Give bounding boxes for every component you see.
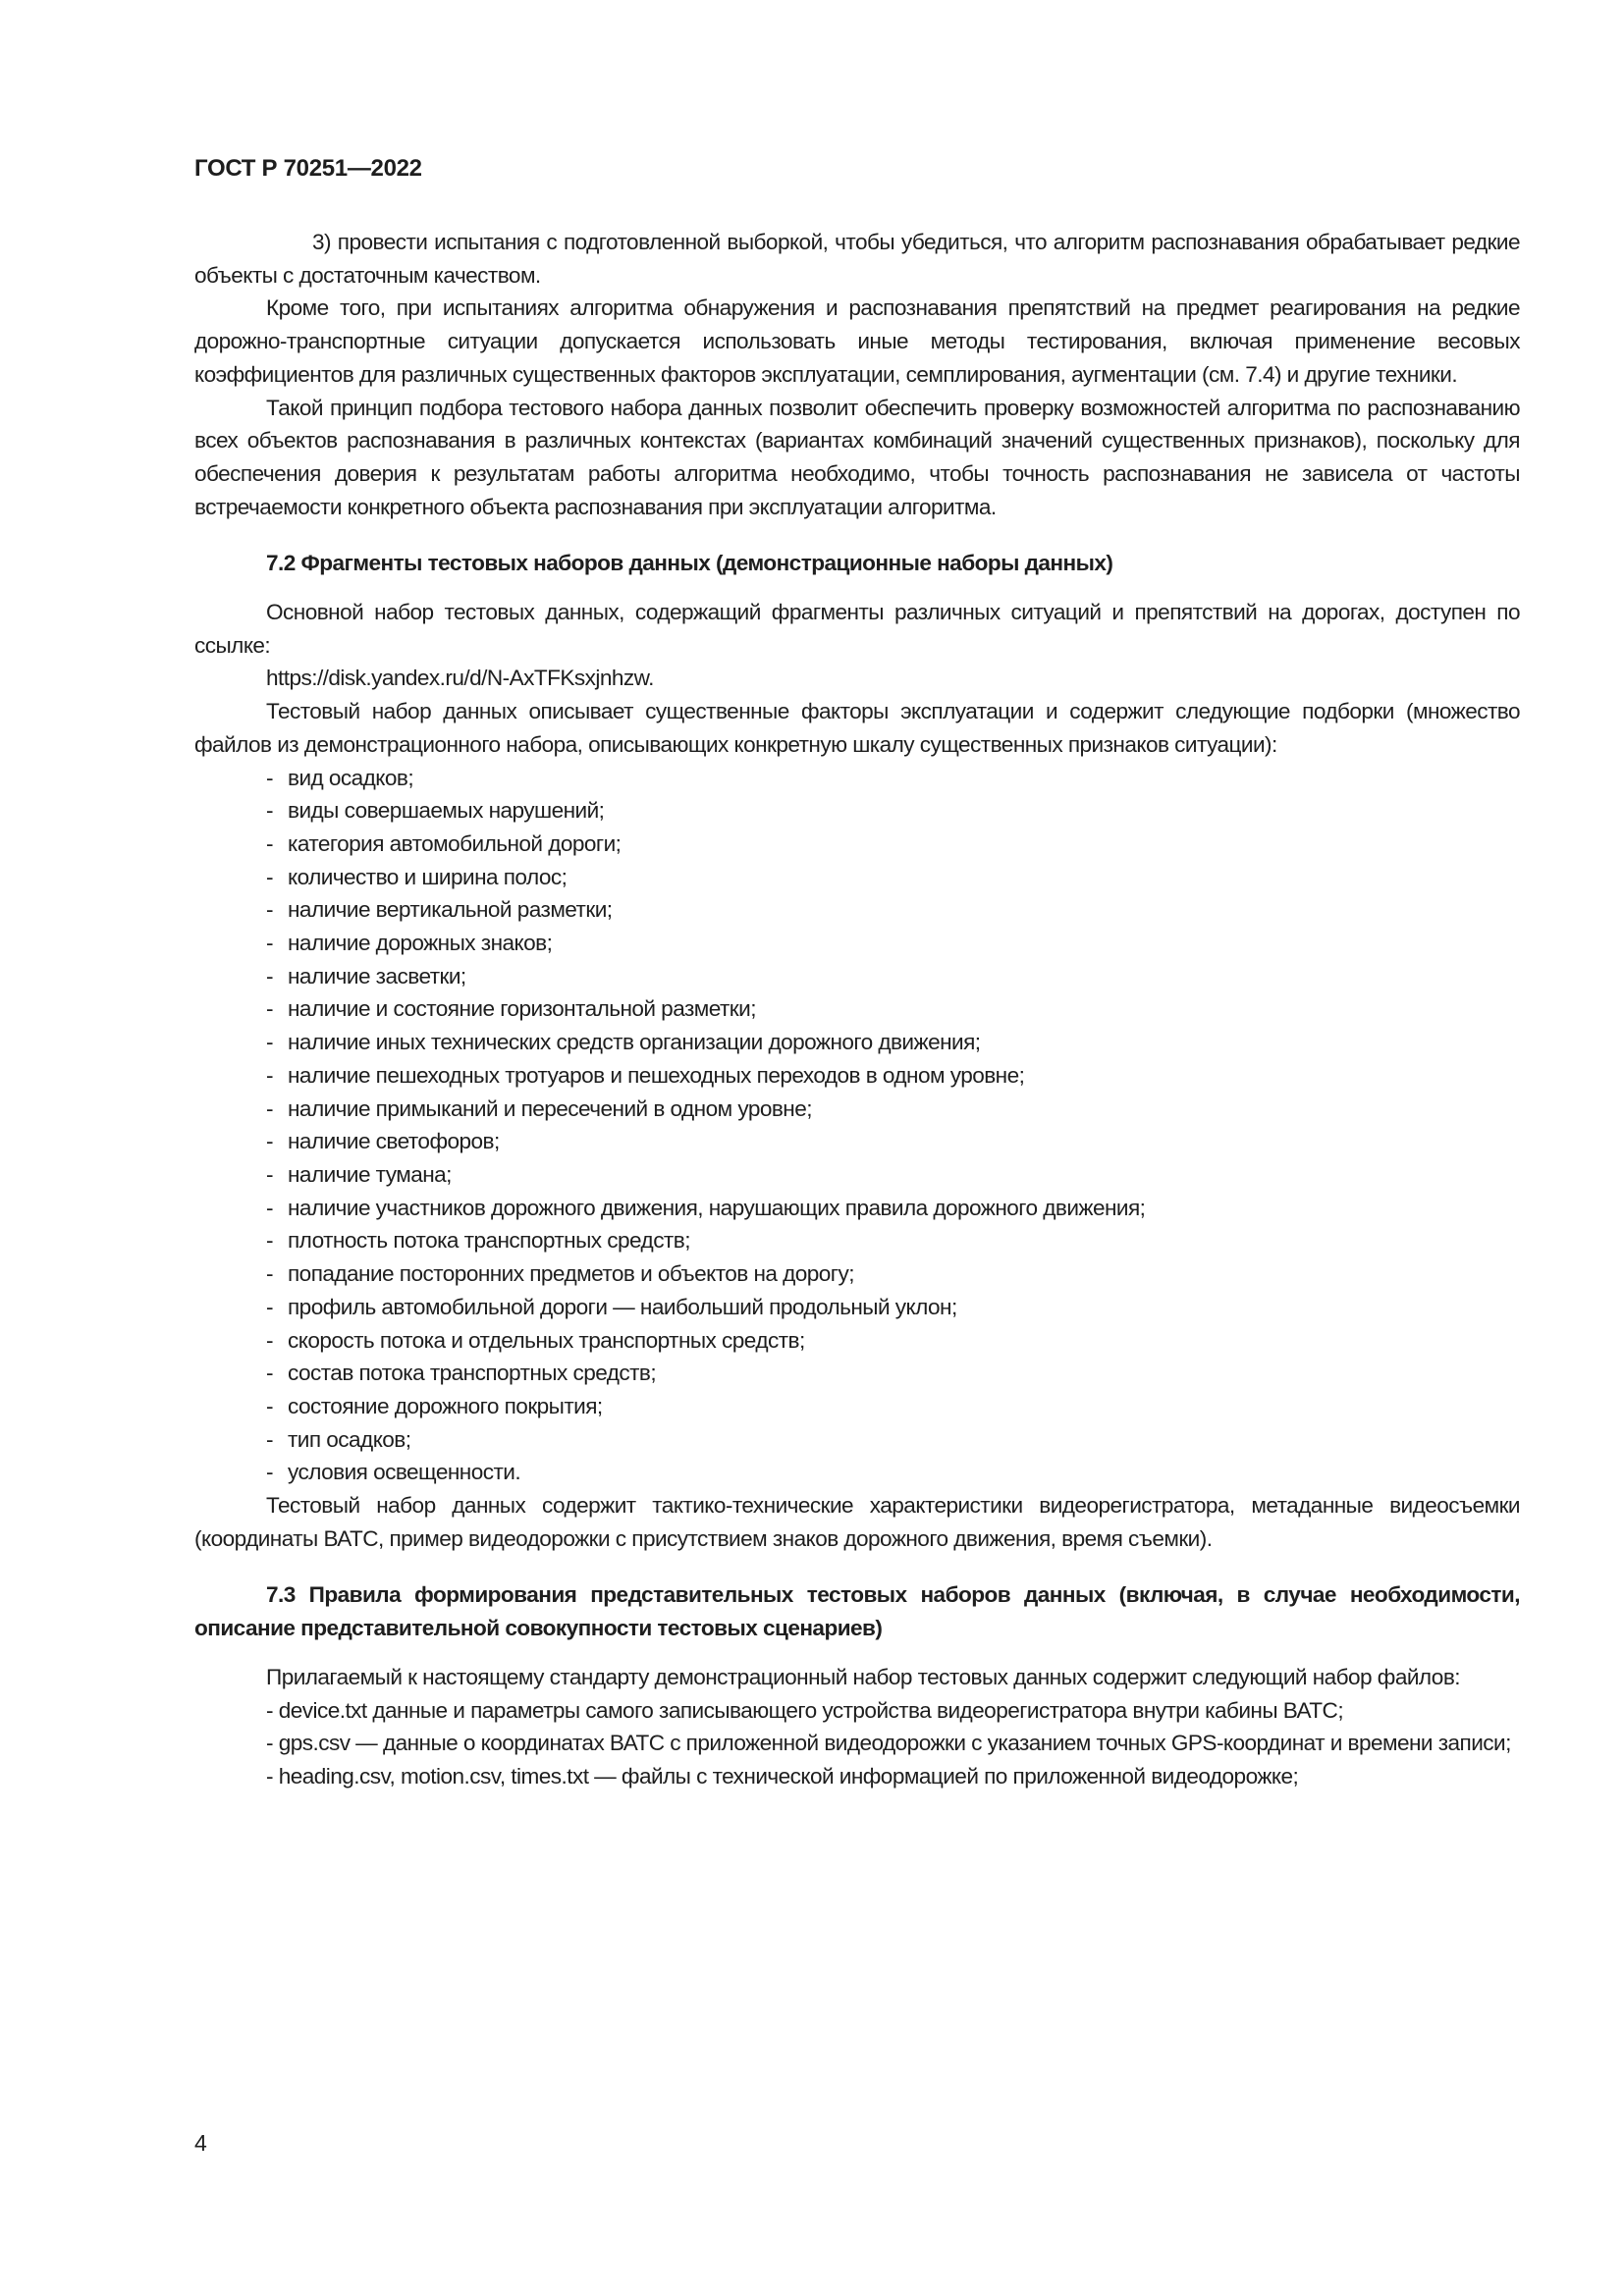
paragraph: Прилагаемый к настоящему стандарту демонстрационный набор тестовых данных содержит следующий набор файлов:: [266, 1664, 1460, 1689]
list-item: - наличие примыканий и пересечений в одном уровне;: [194, 1093, 1520, 1126]
file-item: - heading.csv, motion.csv, times.txt — файлы с технической информацией по приложенной видеодорожке;: [266, 1763, 1299, 1789]
list-item: - тип осадков;: [194, 1423, 1520, 1457]
list-item: - виды совершаемых нарушений;: [194, 794, 1520, 828]
paragraph: Кроме того, при испытаниях алгоритма обнаружения и распознавания препятствий на предмет реагирования на редкие дорожно-транспортные ситуации допускается использовать иные методы тестирования, включая применение весовых коэффициентов для различных существенных факторов эксплуатации, семплирования, аугментации (см. 7.4) и другие техники.: [194, 295, 1520, 387]
paragraph: Тестовый набор данных описывает существенные факторы эксплуатации и содержит следующие подборки (множество файлов из демонстрационного набора, описывающих конкретную шкалу существенных признаков ситуации):: [194, 699, 1520, 757]
section-heading-7-2: 7.2 Фрагменты тестовых наборов данных (демонстрационные наборы данных): [266, 551, 1113, 576]
list-item: - наличие и состояние горизонтальной разметки;: [194, 992, 1520, 1026]
paragraph: Тестовый набор данных содержит тактико-технические характеристики видеорегистратора, метаданные видеосъемки (координаты ВАТС, пример видеодорожки с присутствием знаков дорожного движения, время съемки).: [194, 1493, 1520, 1551]
paragraph: 3) провести испытания с подготовленной выборкой, чтобы убедиться, что алгоритм распознавания обрабатывает редкие объекты с достаточным качеством.: [194, 230, 1520, 288]
list-item: - категория автомобильной дороги;: [194, 828, 1520, 861]
list-item: - наличие вертикальной разметки;: [194, 893, 1520, 927]
document-header: ГОСТ Р 70251—2022: [194, 155, 422, 182]
dataset-link[interactable]: https://disk.yandex.ru/d/N-AxTFKsxjnhzw.: [266, 666, 654, 691]
list-item: - состояние дорожного покрытия;: [194, 1390, 1520, 1423]
list-item: - скорость потока и отдельных транспортных средств;: [194, 1324, 1520, 1358]
paragraph: Такой принцип подбора тестового набора данных позволит обеспечить проверку возможностей алгоритма по распознаванию всех объектов распознавания в различных контекстах (вариантах комбинаций значений существенных признаков), поскольку для обеспечения доверия к результатам работы алгоритма необходимо, чтобы точность распознавания не зависела от частоты встречаемости конкретного объекта распознавания при эксплуатации алгоритма.: [194, 395, 1520, 519]
list-item: - наличие пешеходных тротуаров и пешеходных переходов в одном уровне;: [194, 1059, 1520, 1093]
list-item: - наличие участников дорожного движения, нарушающих правила дорожного движения;: [194, 1192, 1520, 1225]
list-item: - количество и ширина полос;: [194, 861, 1520, 894]
file-item: - gps.csv — данные о координатах ВАТС с приложенной видеодорожки с указанием точных GPS-координат и времени записи;: [266, 1731, 1511, 1756]
list-item: - состав потока транспортных средств;: [194, 1357, 1520, 1390]
list-item: - условия освещенности.: [194, 1456, 1520, 1489]
list-item: - вид осадков;: [194, 762, 1520, 795]
list-item: - наличие тумана;: [194, 1158, 1520, 1192]
list-item: - наличие дорожных знаков;: [194, 927, 1520, 960]
list-item: - наличие засветки;: [194, 960, 1520, 993]
page-number: 4: [194, 2130, 207, 2156]
list-item: - профиль автомобильной дороги — наибольший продольный уклон;: [194, 1291, 1520, 1324]
paragraph: Основной набор тестовых данных, содержащий фрагменты различных ситуаций и препятствий на дорогах, доступен по ссылке:: [194, 600, 1520, 658]
list-item: - плотность потока транспортных средств;: [194, 1224, 1520, 1257]
page-body: [194, 226, 1520, 1793]
factors-list: [194, 762, 1520, 1489]
list-item: - наличие светофоров;: [194, 1125, 1520, 1158]
section-heading-7-3: 7.3 Правила формирования представительных тестовых наборов данных (включая, в случае необходимости, описание представительной совокупности тестовых сценариев): [194, 1582, 1520, 1641]
list-item: - попадание посторонних предметов и объектов на дорогу;: [194, 1257, 1520, 1291]
file-item: - device.txt данные и параметры самого записывающего устройства видеорегистратора внутри кабины ВАТС;: [266, 1697, 1344, 1723]
list-item: - наличие иных технических средств организации дорожного движения;: [194, 1026, 1520, 1059]
